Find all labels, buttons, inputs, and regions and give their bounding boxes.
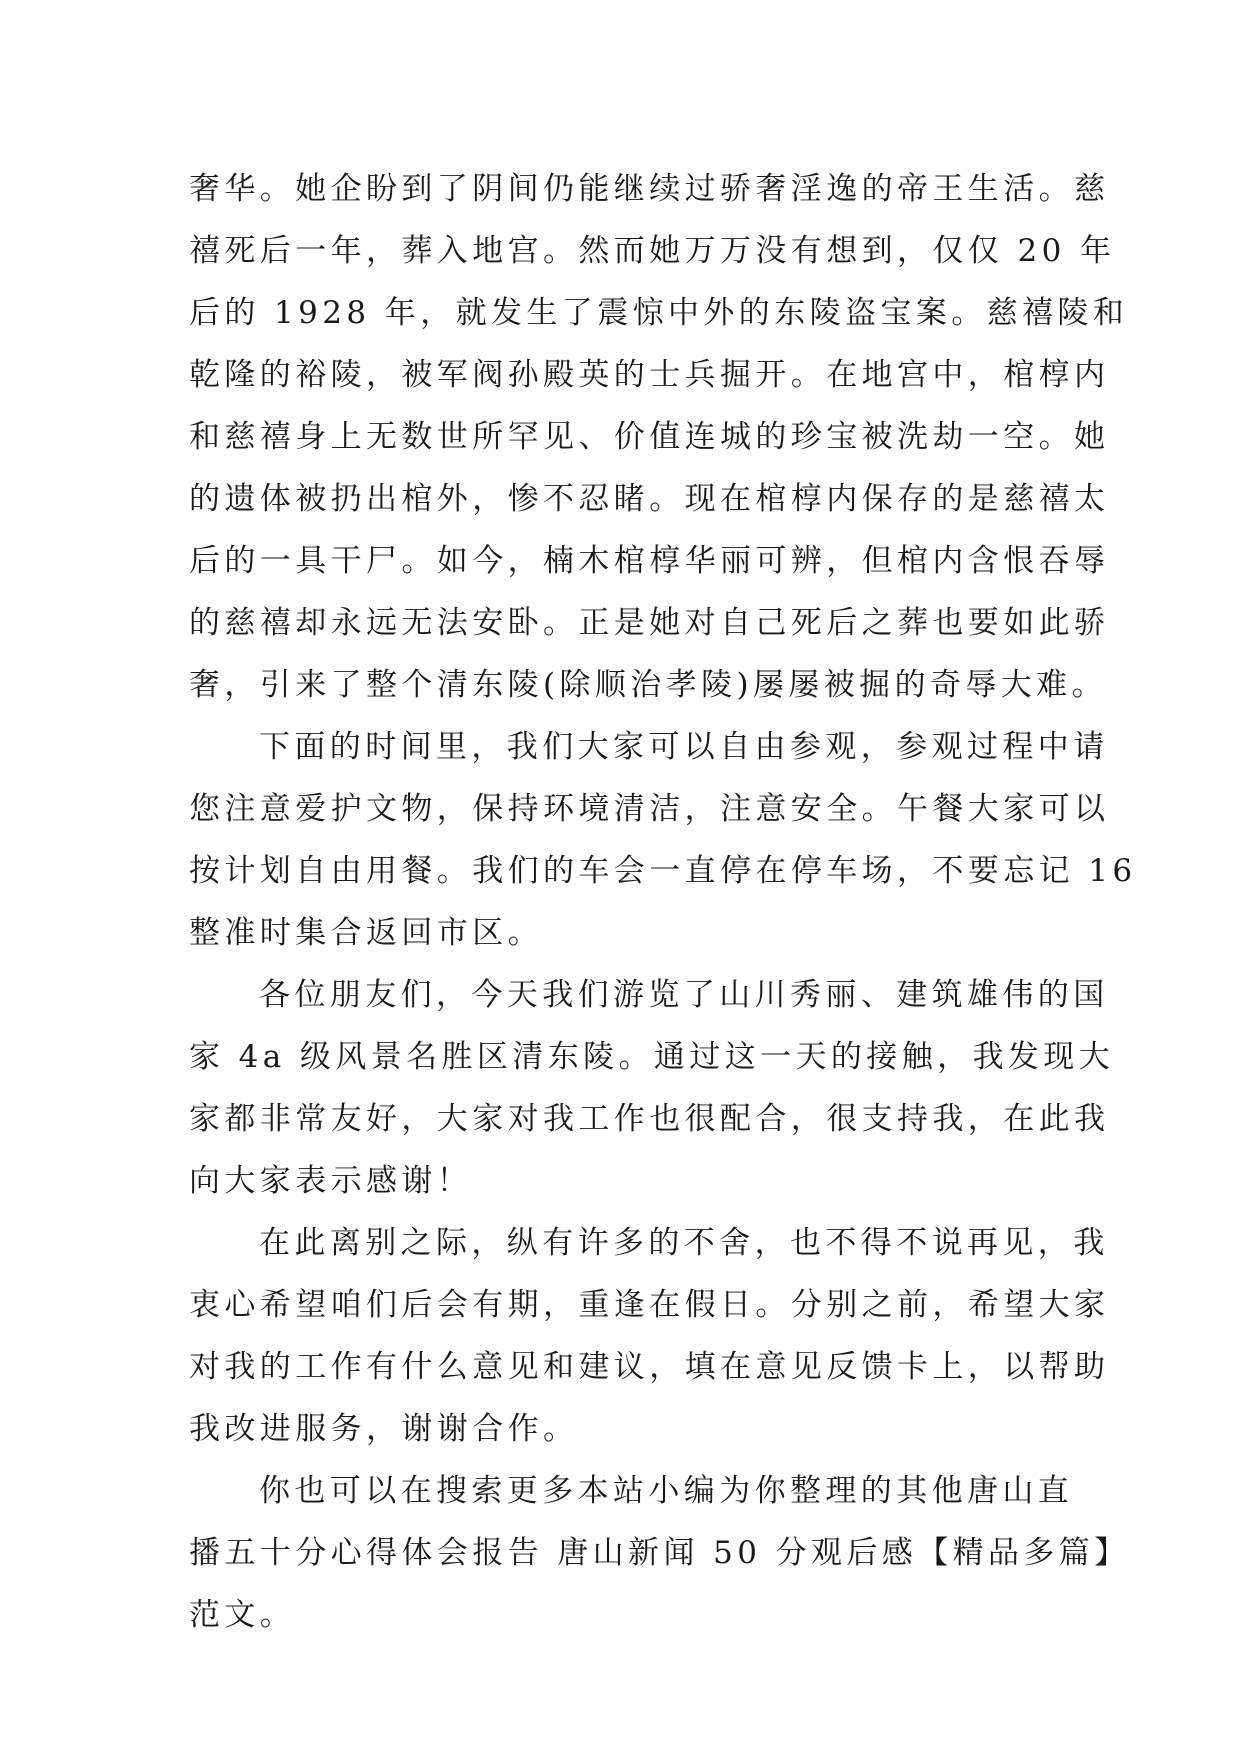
- text-line-11: 您注意爱护文物，保持环境清洁，注意安全。午餐大家可以: [189, 791, 1110, 827]
- text-line-8: 的慈禧却永远无法安卧。正是她对自己死后之葬也要如此骄: [189, 605, 1110, 641]
- text-line-19: 衷心希望咱们后会有期，重逢在假日。分别之前，希望大家: [189, 1287, 1110, 1323]
- text-line-6: 的遗体被扔出棺外，惨不忍睹。现在棺椁内保存的是慈禧太: [189, 481, 1110, 517]
- text-line-16: 家都非常友好，大家对我工作也很配合，很支持我，在此我: [189, 1101, 1110, 1137]
- text-line-13: 整准时集合返回市区。: [189, 915, 543, 951]
- text-line-7: 后的一具干尸。如今，楠木棺椁华丽可辨，但棺内含恨吞辱: [189, 543, 1110, 579]
- document-body: [189, 158, 1137, 1646]
- text-line-18: 在此离别之际，纵有许多的不舍，也不得不说再见，我: [259, 1225, 1109, 1261]
- text-line-23: 播五十分心得体会报告 唐山新闻 50 分观后感【精品多篇】: [189, 1535, 1130, 1571]
- text-line-14: 各位朋友们，今天我们游览了山川秀丽、建筑雄伟的国: [259, 977, 1109, 1013]
- text-line-12: 按计划自由用餐。我们的车会一直停在停车场，不要忘记 16: [189, 853, 1137, 889]
- text-line-22: 你也可以在搜索更多本站小编为你整理的其他唐山直: [259, 1473, 1074, 1509]
- text-line-1: 奢华。她企盼到了阴间仍能继续过骄奢淫逸的帝王生活。慈: [189, 171, 1110, 207]
- text-line-3: 后的 1928 年，就发生了震惊中外的东陵盗宝案。慈禧陵和: [189, 295, 1129, 331]
- text-line-21: 我改进服务，谢谢合作。: [189, 1411, 579, 1447]
- text-line-2: 禧死后一年，葬入地宫。然而她万万没有想到，仅仅 20 年: [189, 233, 1116, 269]
- text-line-24: 范文。: [189, 1597, 296, 1633]
- text-line-20: 对我的工作有什么意见和建议，填在意见反馈卡上，以帮助: [189, 1349, 1110, 1385]
- text-line-15: 家 4a 级风景名胜区清东陵。通过这一天的接触，我发现大: [189, 1039, 1115, 1075]
- text-line-9: 奢，引来了整个清东陵(除顺治孝陵)屡屡被掘的奇辱大难。: [189, 667, 1107, 703]
- text-line-4: 乾隆的裕陵，被军阀孙殿英的士兵掘开。在地宫中，棺椁内: [189, 357, 1110, 393]
- text-line-10: 下面的时间里，我们大家可以自由参观，参观过程中请: [259, 729, 1109, 765]
- text-line-17: 向大家表示感谢！: [189, 1163, 473, 1199]
- text-line-5: 和慈禧身上无数世所罕见、价值连城的珍宝被洗劫一空。她: [189, 419, 1110, 455]
